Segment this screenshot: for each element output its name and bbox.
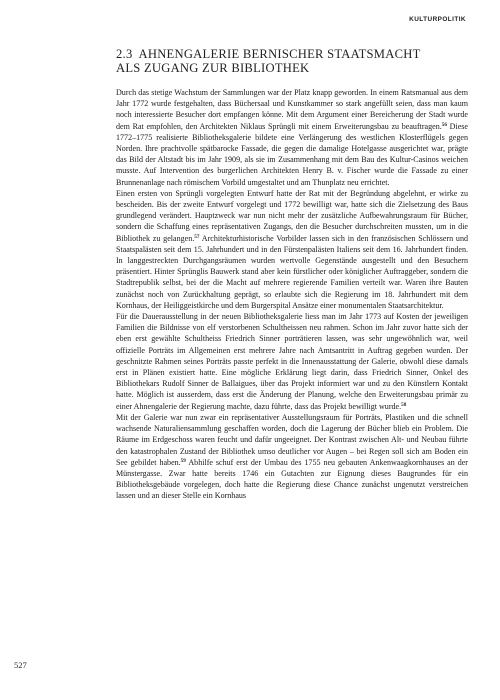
body-text: [116, 87, 468, 502]
paragraph: [116, 87, 468, 188]
section-heading: [116, 47, 476, 75]
paragraph-text: Für die Dauerausstellung in der neuen Bibliotheksgalerie liess man im Jahr 1773 auf Kosten der jeweiligen Familien die Bildnisse von elf verstorbenen Schultheissen neu rahmen. Schon im Jahr zuvor hatte sich der eben erst gewählte Schultheiss Friedrich Sinner porträtieren lassen, was sehr ungewöhnlich war, weil offizielle Porträts im Allgemeinen erst mehrere Jahre nach Amtsantritt in Auftrag gegeben wurden. Der geschnitzte Rahmen seines Porträts passte perfekt in die Innenausstattung der Galerie, obwohl diese damals erst in Plänen existiert hatte. Eine mögliche Erklärung liegt darin, dass Friedrich Sinner, Onkel des Bibliothekars Rudolf Sinner de Ballaigues, über das Projekt informiert war und zu den Künstlern Kontakt hatte. Möglich ist ausserdem, dass erst die Änderung der Planung, welche den Erweiterungsbau primär zu einer Ahnengalerie der Regierung machte, dazu führte, dass das Projekt bewilligt wurde.: [116, 312, 468, 411]
footnote-marker: 57: [194, 233, 200, 240]
paragraph: [116, 188, 468, 311]
section-number: 2.3: [116, 47, 133, 61]
section-heading-line-1: [116, 47, 476, 61]
paragraph-text: Mit der Galerie war nun zwar ein repräsentativer Ausstellungsraum für Porträts, Plastiken und die schnell wachsende Naturaliensammlung geschaffen worden, doch die Lagerung der Bücher blieb ein Problem. Die Räume im Erdgeschoss waren feucht und dafür ungeeignet. Der Kontrast zwischen Alt- und Neubau führte den katastrophalen Zustand der Bibliothek umso deutlicher vor Augen – bei Regen soll sich am Boden ein See gebildet haben.: [116, 412, 468, 467]
footnote-marker: 59: [180, 457, 186, 464]
paragraph: [116, 311, 468, 412]
footnote-marker: 58: [401, 401, 407, 408]
paragraph-text: Diese 1772–1775 realisierte Bibliotheksgalerie bildete eine Verlängerung des westlichen Klosterflügels gegen Norden. Ihre prachtvolle spätbarocke Fassade, die gegen die damalige Hotelgasse ausgerichtet war, prägte das Bild der Altstadt bis im Jahr 1909, als sie im Zusammenhang mit dem Bau des Kultur-Casinos weichen musste. Auf Intervention des burgerlichen Architekten Henry B. v. Fischer wurde die Fassade zu einer Brunnenanlage nach römischem Vorbild umgestaltet und am Thunplatz neu errichtet.: [116, 121, 468, 187]
running-head: KULTURPOLITIK: [409, 16, 466, 23]
paragraph-text: Abhilfe schuf erst der Umbau des 1755 neu gebauten Ankenwaagkornhauses an der Münstergasse. Zwar hatte bereits 1746 ein Gutachten zur Eignung dieses Baugrundes für ein Bibliotheksgebäude vorgelegen, doch hatte die Regierung diese Chance zunächst ungenutzt verstreichen lassen und an dieser Stelle ein Kornhaus: [116, 457, 468, 501]
section-title-part-1: AHNENGALERIE BERNISCHER STAATSMACHT: [138, 47, 421, 61]
paragraph-text: Architekturhistorische Vorbilder lassen sich in den französischen Schlössern und Staatspalästen seit dem 15. Jahrhundert und in den Fürstenpalästen Italiens seit dem 16. Jahrhundert finden. In langgestreckten Durchgangsräumen wurden wertvolle Gegenstände ausgestellt und den Besuchern präsentiert. Hinter Sprünglis Bauwerk stand aber kein fürstlicher oder königlicher Auftraggeber, sondern die Stadtrepublik selbst, bei der die Macht auf mehrere regierende Familien verteilt war. Waren ihre Bauten zunächst noch von Zurückhaltung geprägt, so erlaubte sich die Regierung im 18. Jahrhundert mit dem Kornhaus, der Heiliggeistkirche und dem Burgerspital Ansätze einer monumentalen Staatsarchitektur.: [116, 233, 468, 310]
section-title-part-2: ALS ZUGANG ZUR BIBLIOTHEK: [116, 61, 310, 75]
paragraph: [116, 412, 468, 502]
paragraph-text: Durch das stetige Wachstum der Sammlungen war der Platz knapp geworden. In einem Ratsmanual aus dem Jahr 1772 wurde festgehalten, dass Büchersaal und Kunstkammer so stark angefüllt seien, dass man kaum noch interessierte Besucher dort empfangen könne. Mit dem Argument einer Bereicherung der Stadt wurde dem Rat empfohlen, den Architekten Niklaus Sprüngli mit einem Erweiterungsbau zu beauftragen.: [116, 88, 468, 131]
paragraph-text: Einen ersten von Sprüngli vorgelegten Entwurf hatte der Rat mit der Begründung abgelehnt, er wirke zu bescheiden. Bis der zweite Entwurf vorgelegt und 1772 bewilligt war, hatte sich die Zielsetzung des Baus grundlegend verändert. Hauptzweck war nun nicht mehr der zusätzliche Aufbewahrungsraum für Bücher, sondern die Schaffung eines repräsentativen Zugangs, den die Besucher durchschreiten mussten, um in die Bibliothek zu gelangen.: [116, 188, 468, 243]
footnote-marker: 56: [441, 121, 447, 128]
page-number: 527: [14, 660, 27, 670]
